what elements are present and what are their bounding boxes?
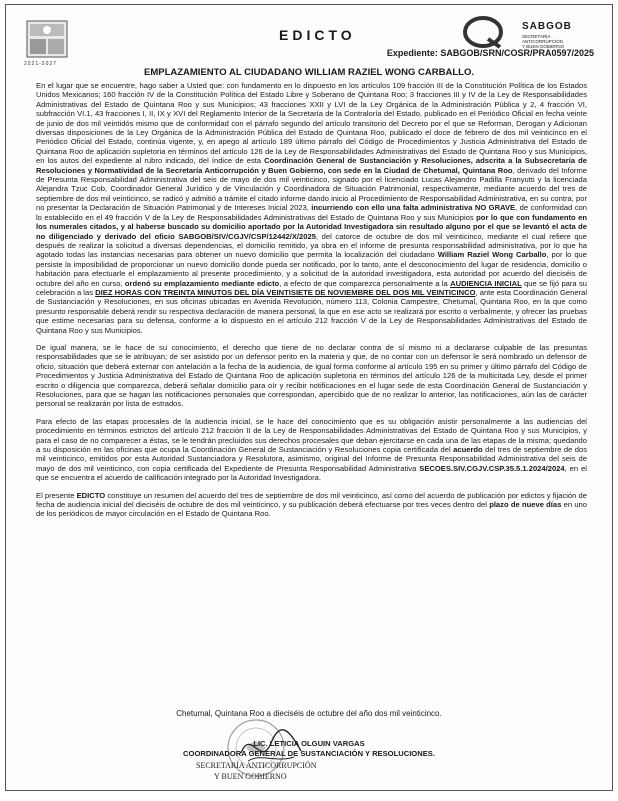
case-number: Expediente: SABGOB/SRN/COSR/PRA0597/2025 — [386, 48, 594, 58]
logo-subtitle: SECRETARÍA ANTICORRUPCIÓN Y BUEN GOBIERNO — [522, 34, 565, 49]
paragraph-1: En el lugar que se encuentre, hago saber a Usted que: con fundamento en lo dispuesto en los artículos 109 fracción III de la Constitución Política de los Estados Unidos Mexicanos; 160 fracción IV de la Constitución Política del Estado Libre y Soberano de Quintana Roo; 3 fracciones III y IV de la Ley de Responsabilidades Administrativas del Estado de Quintana Roo y sus Municipios; 43 fracciones XXII y LVI de la Ley Orgánica de la Administración Pública y 2, 4 fracción VI, subfracción VI.1, 43 fracciones I, II, IX y XVI del Reglamento Interior de la Secretaría de la Contraloría del Estado, publicado en el Periódico Oficial en fecha veinte de junio de dos mil veintidós mismo que de conformidad con el párrafo segundo del artículo transitorio del Decreto por el que se Reforman, Derogan y Adicionan diversas disposiciones de la Ley Orgánica de la Administración Pública del Estado de Quintana Roo, publicado el doce de febrero de dos mil veinticinco en el Periódico Oficial del Estado, continúa vigente, y, en apego al artículo 189 último párrafo del Código de Procedimientos y Justicia Administrativa del Estado de Quintana Roo de aplicación supletoria en términos del artículo 126 de la Ley de Responsabilidades Administrativas del Estado de Quintana Roo y sus Municipios, en los autos del expediente al rubro indicado, del índice de esta Coordinación General de Sustanciación y Resoluciones, adscrita a la Subsecretaría de Resoluciones y Normatividad de la Secretaría Anticorrupción y Buen Gobierno, con sede en la Ciudad de Chetumal, Quintana Roo, derivado del Informe de Presunta Responsabilidad Administrativa del seis de mayo de dos mil veinticinco, signado por el licenciado Lucas Alejandro Padilla Franyutti y la licenciada Alejandra Tzuc Cob, Coordinador General Jurídico y de Vinculación y Coordinadora de Situación Patrimonial, respectivamente, mediante acuerdo del tres de septiembre de dos mil veinticinco, se radicó y admitió a trámite el citado informe dando inicio al Procedimiento de Responsabilidad Administrativa, en su contra, por no presentar la Declaración de Situación Patrimonial y de Intereses Inicial 2023, incurriendo con ello una falta administrativa NO GRAVE, de conformidad con lo establecido en el 49 fracción V de la Ley de Responsabilidades Administrativas del Estado de Quintana Roo y sus Municipios por lo que con fundamento en los numerales citados, y al haberse buscado su domicilio aportado por la Autoridad Investigadora sin resultado alguno por el que se levantó el acta de no diligenciado y derivado del oficio SABGOB/SIV/CGJV/CSP/12442/X/2025, del catorce de octubre de dos mil veinticinco, mediante el cual refiere que después de realizar la solicitud a diversas dependencias, el domicilio remitido, ya obra en el informe de presunta responsabilidad administrativa, por lo que ha agotado todas las instancias necesarias para obtener un nuevo domicilio que permita la localización del ciudadano William Raziel Wong Carballo, por lo que persiste la imposibilidad de proporcionar un nuevo domicilio donde pueda ser notificado, por lo tanto, ante el desconocimiento del lugar de residencia, domicilio o habitación para efectuarle el emplazamiento al presente procedimiento, y a solicitud de la autoridad investigadora, esta autoridad por acuerdo del dieciséis de octubre del año en curso, ordenó su emplazamiento mediante edicto, a efecto de que comparezca personalmente a la AUDIENCIA INICIAL que se fijó para su celebración a las DIEZ HORAS CON TREINTA MINUTOS DEL DÍA VEINTISIETE DE NOVIEMBRE DEL DOS MIL VEINTICINCO, ante esta Coordinación General de Sustanciación y Resoluciones, en sus oficinas ubicadas en Avenida Revolución, número 113, Colonia Campestre, Chetumal, Quintana Roo, en la que como presunto responsable deberá rendir su respectiva declaración de manera personal, la que en ese acto se realizará por escrito o verbalmente, y ofrecer las pruebas que estime necesarias para su defensa, conforme a lo dispuesto en el artículo 212 fracción V de la Ley de Responsabilidades Administrativas del Estado de Quintana Roo y sus Municipios. — [36, 81, 588, 335]
paragraph-4: El presente EDICTO constituye un resumen del acuerdo del tres de septiembre de dos mil veinticinco, así como del acuerdo de publicación por edictos y fijación de fecha de audiencia inicial del dieciséis de octubre de dos mil veinticinco, y su publicación deberá efectuarse por tres veces dentro del plazo de nueve días en uno de los periódicos de mayor circulación en el Estado de Quintana Roo. — [36, 490, 588, 519]
closing-date: Chetumal, Quintana Roo a dieciséis de octubre del año dos mil veinticinco. — [176, 709, 442, 718]
logo-name: SABGOB — [522, 21, 572, 32]
stamp-line-1: SECRETARÍA ANTICORRUPCIÓN — [196, 761, 317, 770]
signer-role: COORDINADORA GENERAL DE SUSTANCIACIÓN Y RESOLUCIONES. — [183, 749, 435, 758]
edict-page — [5, 4, 613, 791]
document-heading: EMPLAZAMIENTO AL CIUDADANO WILLIAM RAZIEL WONG CARBALLO. — [143, 67, 474, 78]
document-body — [36, 81, 587, 527]
agency-stamp — [196, 760, 316, 782]
paragraph-3: Para efecto de las etapas procesales de la audiencia inicial, se le hace del conocimiento que es su obligación asistir personalmente a las audiencias del procedimiento en términos estrictos del artículo 212 fracción II de la Ley de Responsabilidades Administrativas del Estado de Quintana Roo y sus Municipios, y para el caso de no comparecer a éstas, se le tendrán precluidos sus derechos procesales que deban ejercitarse en cada una de las etapas de la misma; quedando a su disposición en las oficinas que ocupa la Coordinación General de Sustanciación y Resoluciones copia certificada del acuerdo del tres de septiembre de dos mil veinticinco, emitidos por esta Autoridad Sustanciadora y Resolutora, asimismo, original del Informe de Presunta Responsabilidad Administrativa del seis de mayo de dos mil veinticinco, con copia certificada del Expediente de Presunta Responsabilidad Administrativa SECOES.SIV.CGJV.CSP.35.5.1.2024/2024, en el que se encuentra el acuerdo de calificación integrado por la Autoridad Investigadora. — [36, 416, 587, 483]
document-title: EDICTO — [279, 27, 356, 43]
signer-name: LIC. LETICIA OLGUIN VARGAS — [253, 739, 365, 748]
stamp-line-2: Y BUEN GOBIERNO — [214, 772, 287, 781]
state-crest-icon — [24, 17, 70, 61]
crest-caption: 2021-2027 — [24, 61, 57, 67]
paragraph-2: De igual manera, se le hace de su conocimiento, el derecho que tiene de no declarar contra de sí mismo ni a declararse culpable de las presuntas responsabilidades que se le atribuyan; de ser asistido por un defensor perito en la materia y que, de no contar con un defensor le será nombrado un defensor de oficio, situación que deberá externar con antelación a la fecha de la audiencia, de igual forma conforme al artículo 195 en su primer y último párrafo del Código de Procedimientos y Justicia Administrativa del Estado de Quintana Roo de aplicación supletoria en términos del artículo 126 de la multicitada Ley, desde el primer escrito o diligencia que comparezca, deberá señalar domicilio para oír y recibir notificaciones en el lugar sede de esta Coordinación General de Sustanciación y Resoluciones, para que se hagan las notificaciones personales que correspondan, apercibido que de no realizar lo anterior, las notificaciones, aún las de carácter personal se realizarán por lista de estrados. — [36, 342, 587, 409]
sabgob-logo-icon — [458, 15, 508, 51]
